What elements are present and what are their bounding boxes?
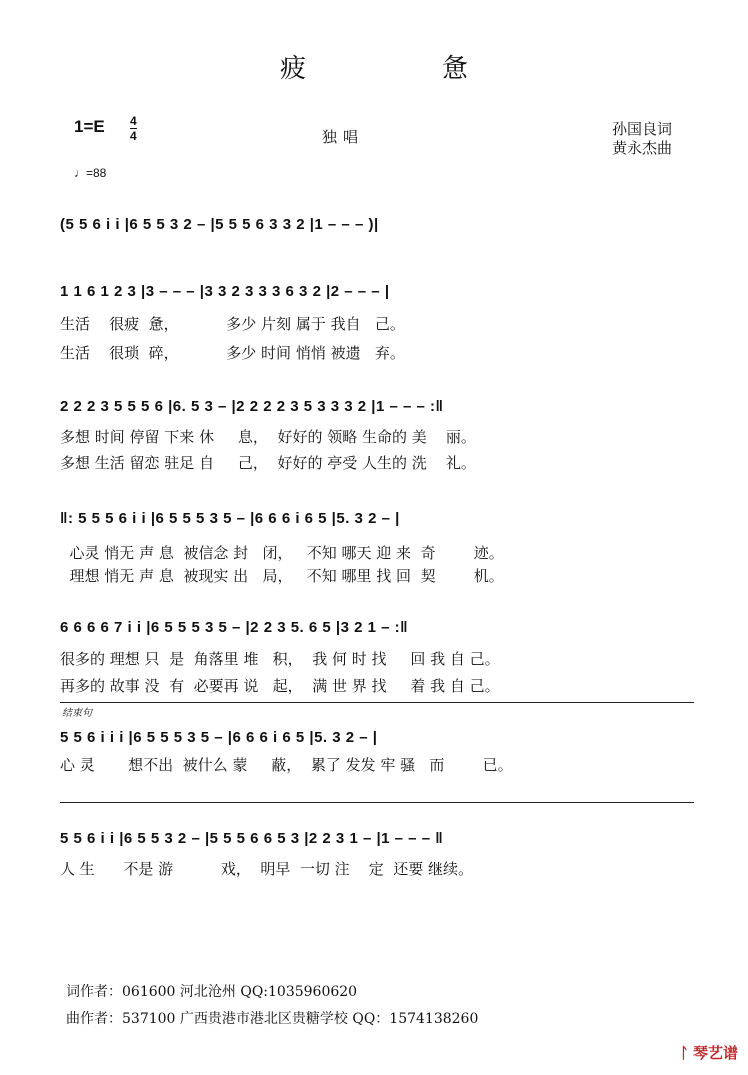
ending-marker: 结束句 <box>62 708 92 719</box>
key-signature: 1=E <box>74 117 105 136</box>
logo-text: 琴艺谱 <box>692 1045 738 1062</box>
lyric-line-5a: 很多的 理想 只 是 角落里 堆 积， 我 何 时 找 回 我 自 己。 <box>60 650 500 668</box>
lyric-line-4a: 心灵 悄无 声 息 被信念 封 闭， 不知 哪天 迎 来 奇 迹。 <box>60 544 504 562</box>
notation-line-4: ‖: 5 5 5 6 i i |6 5 5 5 3 5 – |6 6 6 i 6 5 |5. 3 2 – | <box>60 510 400 527</box>
performance-mode: 独唱 <box>322 128 365 146</box>
notation-line-6: 5 5 6 i i i |6 5 5 5 3 5 – |6 6 6 i 6 5 |5. 3 2 – | <box>60 729 378 746</box>
notation-line-7: 5 5 6 i i |6 5 5 3 2 – |5 5 5 6 6 5 3 |2 2 3 1 – |1 – – – ‖ <box>60 830 444 847</box>
notation-line-3: 2 2 2 3 5 5 5 6 |6. 5 3 – |2 2 2 2 3 5 3 3 3 2 |1 – – – :‖ <box>60 398 444 415</box>
time-signature-bottom: 4 <box>130 129 137 143</box>
logo-mark-icon: ᛚ <box>679 1045 689 1062</box>
ending-bracket-line <box>60 702 694 703</box>
lyric-line-4b: 理想 悄无 声 息 被现实 出 局， 不知 哪里 找 回 契 机。 <box>60 567 504 585</box>
notation-line-2: 1 1 6 1 2 3 |3 – – – |3 3 2 3 3 3 6 3 2 |2 – – – | <box>60 283 390 300</box>
footer-lyricist-info: 词作者：061600 河北沧州 QQ:1035960620 <box>66 984 358 1000</box>
title-char-1: 疲 <box>280 54 307 84</box>
notation-line-5: 6 6 6 6 7 i i |6 5 5 5 3 5 – |2 2 3 5. 6 5 |3 2 1 – :‖ <box>60 619 409 636</box>
lyric-line-5b: 再多的 故事 没 有 必要再 说 起， 满 世 界 找 着 我 自 己。 <box>60 677 500 695</box>
lyric-line-7: 人 生 不是 游 戏， 明早 一切 注 定 还要 继续。 <box>60 860 474 878</box>
footer-composer-info: 曲作者：537100 广西贵港市港北区贵糖学校 QQ：1574138260 <box>66 1011 479 1027</box>
composer-credit: 黄永杰曲 <box>612 139 673 157</box>
notation-line-1: (5 5 6 i i |6 5 5 3 2 – |5 5 5 6 3 3 2 |1 – – – )| <box>60 216 379 233</box>
lyric-line-6: 心 灵 想不出 被什么 蒙 蔽， 累了 发发 牢 骚 而 已。 <box>60 756 513 774</box>
lyric-line-2b: 生活 很琐 碎， 多少 时间 悄悄 被遗 弃。 <box>60 344 405 362</box>
lyric-line-3a: 多想 时间 停留 下来 休 息， 好好的 领略 生命的 美 丽。 <box>60 428 476 446</box>
time-signature <box>130 115 137 142</box>
time-signature-top: 4 <box>130 114 137 128</box>
title-char-2: 惫 <box>442 54 469 84</box>
lyric-line-2a: 生活 很疲 惫， 多少 片刻 属于 我自 己。 <box>60 315 405 333</box>
site-logo <box>680 1042 738 1063</box>
lyric-line-3b: 多想 生活 留恋 驻足 自 己， 好好的 亭受 人生的 洗 礼。 <box>60 454 476 472</box>
tempo-marking: ♩=88 <box>74 166 107 180</box>
lyricist-credit: 孙国良词 <box>612 120 673 138</box>
line-7-top-rule <box>60 802 694 803</box>
